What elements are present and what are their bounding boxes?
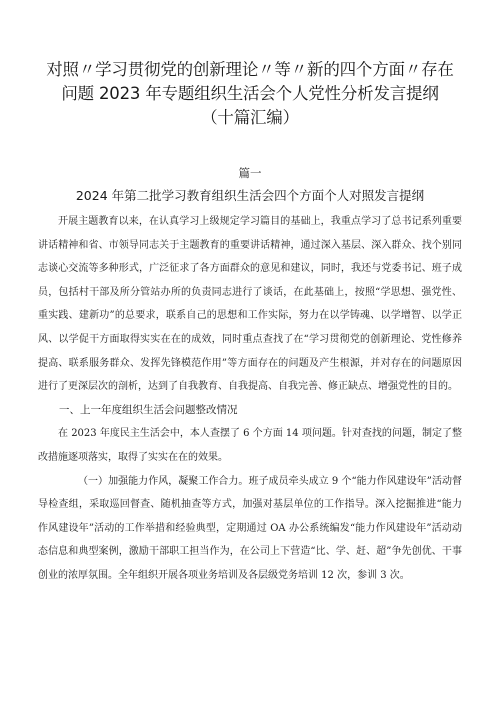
body-paragraph: （一）加强能力作风，凝聚工作合力。班子成员牵头成立 9 个“能力作风建设年”活动督导检查组，采取巡回督查、随机抽查等方式，加强对基层单位的工作指导。深入挖掘推进“能力作风建设年”活动的工作举措和经验典型，定期通过 OA 办公系统编发“能力作风建设年”活动动态信息和典型案例，激励干部职工担当作为，在公司上下营造“比、学、赶、超”争先创优、干事创业的浓厚氛围。全年组织开展各项业务培训及各层级党务培训 12 次，参训 3 次。	[38, 475, 462, 581]
title-line-3: （十篇汇编）	[201, 108, 299, 127]
section-heading: 2024 年第二批学习教育组织生活会四个方面个人对照发言提纲	[75, 188, 425, 203]
document-title	[40, 58, 460, 130]
body-paragraph: 在 2023 年度民主生活会中，本人查摆了 6 个方面 14 项问题。针对查找的问题，制定了整改措施逐项落实，取得了实实在在的效果。	[38, 428, 462, 463]
document-body	[38, 210, 462, 588]
title-line-1: 对照〃学习贯彻党的创新理论〃等〃新的四个方面〃存在	[46, 60, 454, 79]
section-label: 篇一	[238, 166, 262, 180]
subheading: 一、上一年度组织生活会问题整改情况	[59, 403, 238, 416]
body-paragraph: 开展主题教育以来，在认真学习上级规定学习篇目的基础上，我重点学习了总书记系列重要讲话精神和省、市领导同志关于主题教育的重要讲话精神，通过深入基层、深入群众、找个别同志谈心交流等多种形式，广泛征求了各方面群众的意见和建议，同时，我还与党委书记、班子成员，包括村干部及所分管站办所的负责同志进行了谈话，在此基础上，按照“学思想、强党性、重实践、建新功”的总要求，联系自己的思想和工作实际，努力在以学铸魂、以学增智、以学正风、以学促干方面取得实实在在的成效，同时重点查找了在“学习贯彻党的创新理论、党性修养提高、联系服务群众、发挥先锋模范作用”等方面存在的问题及产生根源，并对存在的问题原因进行了更深层次的剖析，达到了自我教育、自我提高、自我完善、修正缺点、增强党性的目的。	[38, 216, 462, 393]
title-line-2: 问题 2023 年专题组织生活会个人党性分析发言提纲	[61, 84, 439, 103]
